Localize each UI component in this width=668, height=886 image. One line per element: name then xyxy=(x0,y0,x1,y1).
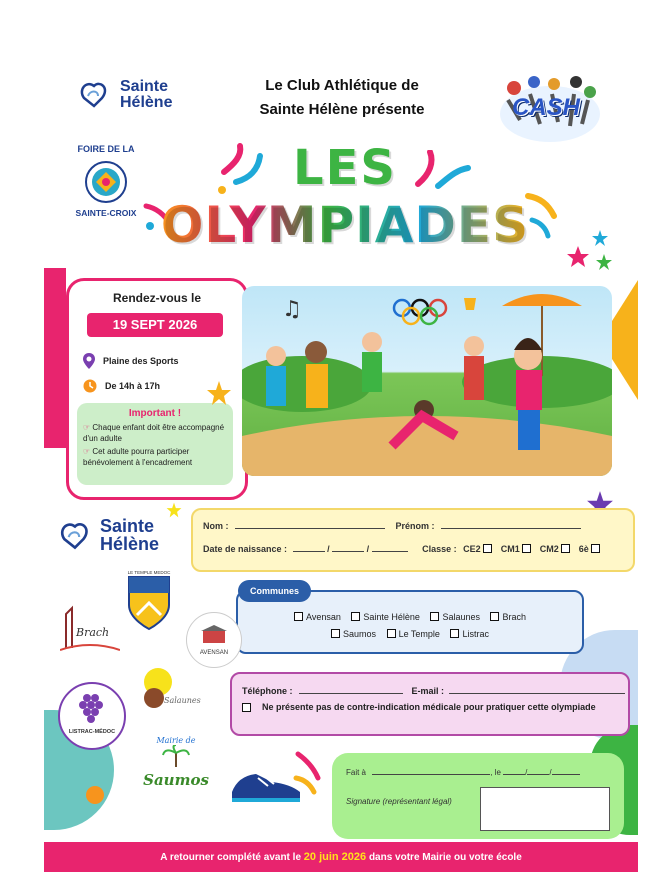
le-label: , le xyxy=(490,768,501,777)
hours-row xyxy=(83,379,160,393)
identity-form xyxy=(191,508,635,572)
commune-listrac[interactable] xyxy=(450,629,489,639)
clock-icon xyxy=(83,379,97,393)
commune-salaunes-checkbox[interactable] xyxy=(430,612,439,621)
contact-row xyxy=(242,684,625,696)
telephone-label: Téléphone : xyxy=(242,686,293,696)
prenom-input[interactable] xyxy=(441,519,581,529)
commune-listrac-label: Listrac xyxy=(462,629,489,639)
foire-top-text: FOIRE DE LA xyxy=(77,144,135,154)
birth-row: Date de naissance : / / Classe : CE2 CM1 CM2 6è xyxy=(203,542,603,554)
birth-month-input[interactable] xyxy=(332,542,364,552)
nom-label: Nom : xyxy=(203,521,229,531)
place-row xyxy=(83,353,179,369)
yellow-star-icon xyxy=(206,380,232,411)
commune-brach-label: Brach xyxy=(502,612,526,622)
birth-year-input[interactable] xyxy=(372,542,408,552)
commune-le-temple-label: Le Temple xyxy=(398,629,440,639)
fait-input[interactable] xyxy=(372,765,490,775)
kids-illustration xyxy=(242,286,612,476)
hand-icon: ☞ xyxy=(83,423,93,432)
sign-day-input[interactable] xyxy=(503,765,525,775)
sign-year-input[interactable] xyxy=(552,765,580,775)
important-box xyxy=(77,403,233,485)
class-option-cm1[interactable] xyxy=(501,544,535,554)
event-date: 19 SEPT 2026 xyxy=(87,313,223,337)
medical-row xyxy=(242,701,612,714)
commune-sainte-helene-label: Sainte Hélène xyxy=(363,612,420,622)
communes-tag: Communes xyxy=(238,580,311,602)
title-olympiades-text: OLYMPIADES xyxy=(160,196,530,254)
listrac-text: LISTRAC-MÉDOC xyxy=(68,729,116,735)
footer-banner xyxy=(44,842,638,872)
svg-text:♫: ♫ xyxy=(282,297,302,322)
medical-text: Ne présente pas de contre-indication médicale pour pratiquer cette olympiade xyxy=(262,702,596,712)
title-olympiades xyxy=(150,197,540,253)
le-temple-logo xyxy=(124,570,174,636)
hand-icon: ☞ xyxy=(83,447,93,456)
header-title xyxy=(232,74,452,122)
brach-logo xyxy=(60,604,120,654)
sainte-helene-logo xyxy=(76,76,172,114)
foire-bottom-text: SAINTE-CROIX xyxy=(75,208,137,218)
communes-box xyxy=(236,586,584,654)
logo2-helene-text: Hélène xyxy=(100,534,160,554)
commune-brach-checkbox[interactable] xyxy=(490,612,499,621)
listrac-logo xyxy=(58,682,126,750)
logo2-sainte-text: Sainte xyxy=(100,516,155,536)
important-item-1 xyxy=(83,422,227,444)
heart-swirl-icon xyxy=(76,76,114,114)
communes-row-1 xyxy=(238,612,582,622)
pine-tree-icon xyxy=(140,664,176,714)
class-option-ce2[interactable] xyxy=(463,544,495,554)
class-cm1-label: CM1 xyxy=(500,544,520,554)
signature-field[interactable] xyxy=(480,787,610,831)
name-row xyxy=(203,519,581,531)
shoe-splash-icon xyxy=(292,748,332,803)
important-item-2-text: Cet adulte pourra participer bénévolement à l'encadrement xyxy=(83,447,193,467)
email-label: E-mail : xyxy=(411,686,445,696)
brach-text: Brach xyxy=(76,626,110,639)
commune-avensan-checkbox[interactable] xyxy=(294,612,303,621)
logo-helene-text: Hélène xyxy=(120,94,173,111)
contact-box xyxy=(230,672,630,736)
header-title-line2: Sainte Hélène présente xyxy=(259,101,425,118)
naissance-label: Date de naissance : xyxy=(203,544,288,554)
commune-listrac-checkbox[interactable] xyxy=(450,629,459,638)
avensan-logo xyxy=(186,612,242,668)
commune-avensan-label: Avensan xyxy=(305,612,341,622)
shield-icon xyxy=(127,575,171,631)
email-input[interactable] xyxy=(449,684,625,694)
important-item-2 xyxy=(83,446,227,468)
small-yellow-star-icon xyxy=(166,502,182,523)
commune-sainte-helene-checkbox[interactable] xyxy=(351,612,360,621)
footer-before: A retourner complété avant le xyxy=(160,851,301,863)
signature-label: Signature (représentant légal) xyxy=(346,797,452,806)
class-option-6e[interactable] xyxy=(579,544,604,554)
title-les-text: LES xyxy=(293,140,397,196)
commune-saumos-checkbox[interactable] xyxy=(331,629,340,638)
place-text: Plaine des Sports xyxy=(103,356,179,366)
important-title: Important ! xyxy=(128,408,182,419)
sainte-helene-logo-2 xyxy=(56,516,159,554)
saumos-logo xyxy=(140,736,212,800)
nom-input[interactable] xyxy=(235,519,385,529)
class-ce2-label: CE2 xyxy=(463,544,481,554)
class-ce2-checkbox[interactable] xyxy=(483,544,492,553)
commune-le-temple[interactable] xyxy=(387,629,440,639)
class-cm2-label: CM2 xyxy=(539,544,559,554)
class-cm2-checkbox[interactable] xyxy=(561,544,570,553)
footer-date: 20 juin 2026 xyxy=(303,851,367,863)
salaunes-text: Salaunes xyxy=(164,696,201,705)
header-title-line1: Le Club Athlétique de xyxy=(265,77,419,94)
class-option-cm2[interactable] xyxy=(540,544,574,554)
foire-sainte-croix-logo xyxy=(66,138,146,226)
orange-dot xyxy=(86,786,104,804)
grapes-icon xyxy=(77,690,107,724)
rendezvous-heading: Rendez-vous le xyxy=(112,291,202,305)
class-cm1-checkbox[interactable] xyxy=(522,544,531,553)
building-icon xyxy=(199,625,229,645)
commune-brach[interactable] xyxy=(490,612,526,622)
avensan-text: AVENSAN xyxy=(199,650,229,656)
sign-month-input[interactable] xyxy=(527,765,549,775)
commune-sainte-helene[interactable] xyxy=(351,612,420,622)
telephone-input[interactable] xyxy=(299,684,403,694)
classe-label: Classe : xyxy=(422,544,457,554)
signature-box xyxy=(332,753,624,839)
hours-text: De 14h à 17h xyxy=(105,381,161,391)
class-6e-checkbox[interactable] xyxy=(591,544,600,553)
salaunes-logo xyxy=(140,664,200,724)
prenom-label: Prénom : xyxy=(395,521,435,531)
main-title xyxy=(150,140,540,253)
commune-salaunes-label: Salaunes xyxy=(442,612,480,622)
fait-row: Fait à , le / / xyxy=(346,765,580,777)
logo-sainte-text: Sainte xyxy=(120,78,169,95)
class-6e-label: 6è xyxy=(578,544,589,554)
palm-icon xyxy=(161,745,191,767)
le-temple-text: LE TEMPLE MEDOC xyxy=(127,570,171,575)
stars-icon xyxy=(566,228,616,283)
birth-day-input[interactable] xyxy=(293,542,325,552)
location-pin-icon xyxy=(83,353,95,369)
footer-after: dans votre Mairie ou votre école xyxy=(368,851,522,863)
commune-avensan[interactable] xyxy=(294,612,341,622)
commune-salaunes[interactable] xyxy=(430,612,480,622)
fait-label: Fait à xyxy=(346,768,367,777)
title-les xyxy=(150,140,540,197)
commune-saumos[interactable] xyxy=(331,629,376,639)
cash-logo-text: CASH xyxy=(512,94,581,121)
commune-le-temple-checkbox[interactable] xyxy=(387,629,396,638)
saumos-top-text: Mairie de xyxy=(156,736,196,745)
important-item-1-text: Chaque enfant doit être accompagné d'un adulte xyxy=(83,423,225,443)
saumos-text: Saumos xyxy=(143,771,209,789)
cash-logo xyxy=(490,70,610,148)
commune-saumos-label: Saumos xyxy=(343,629,377,639)
medical-checkbox[interactable] xyxy=(242,703,251,712)
communes-row-2 xyxy=(238,629,582,639)
pink-left-band xyxy=(44,268,66,448)
heart-swirl-icon xyxy=(56,516,94,554)
